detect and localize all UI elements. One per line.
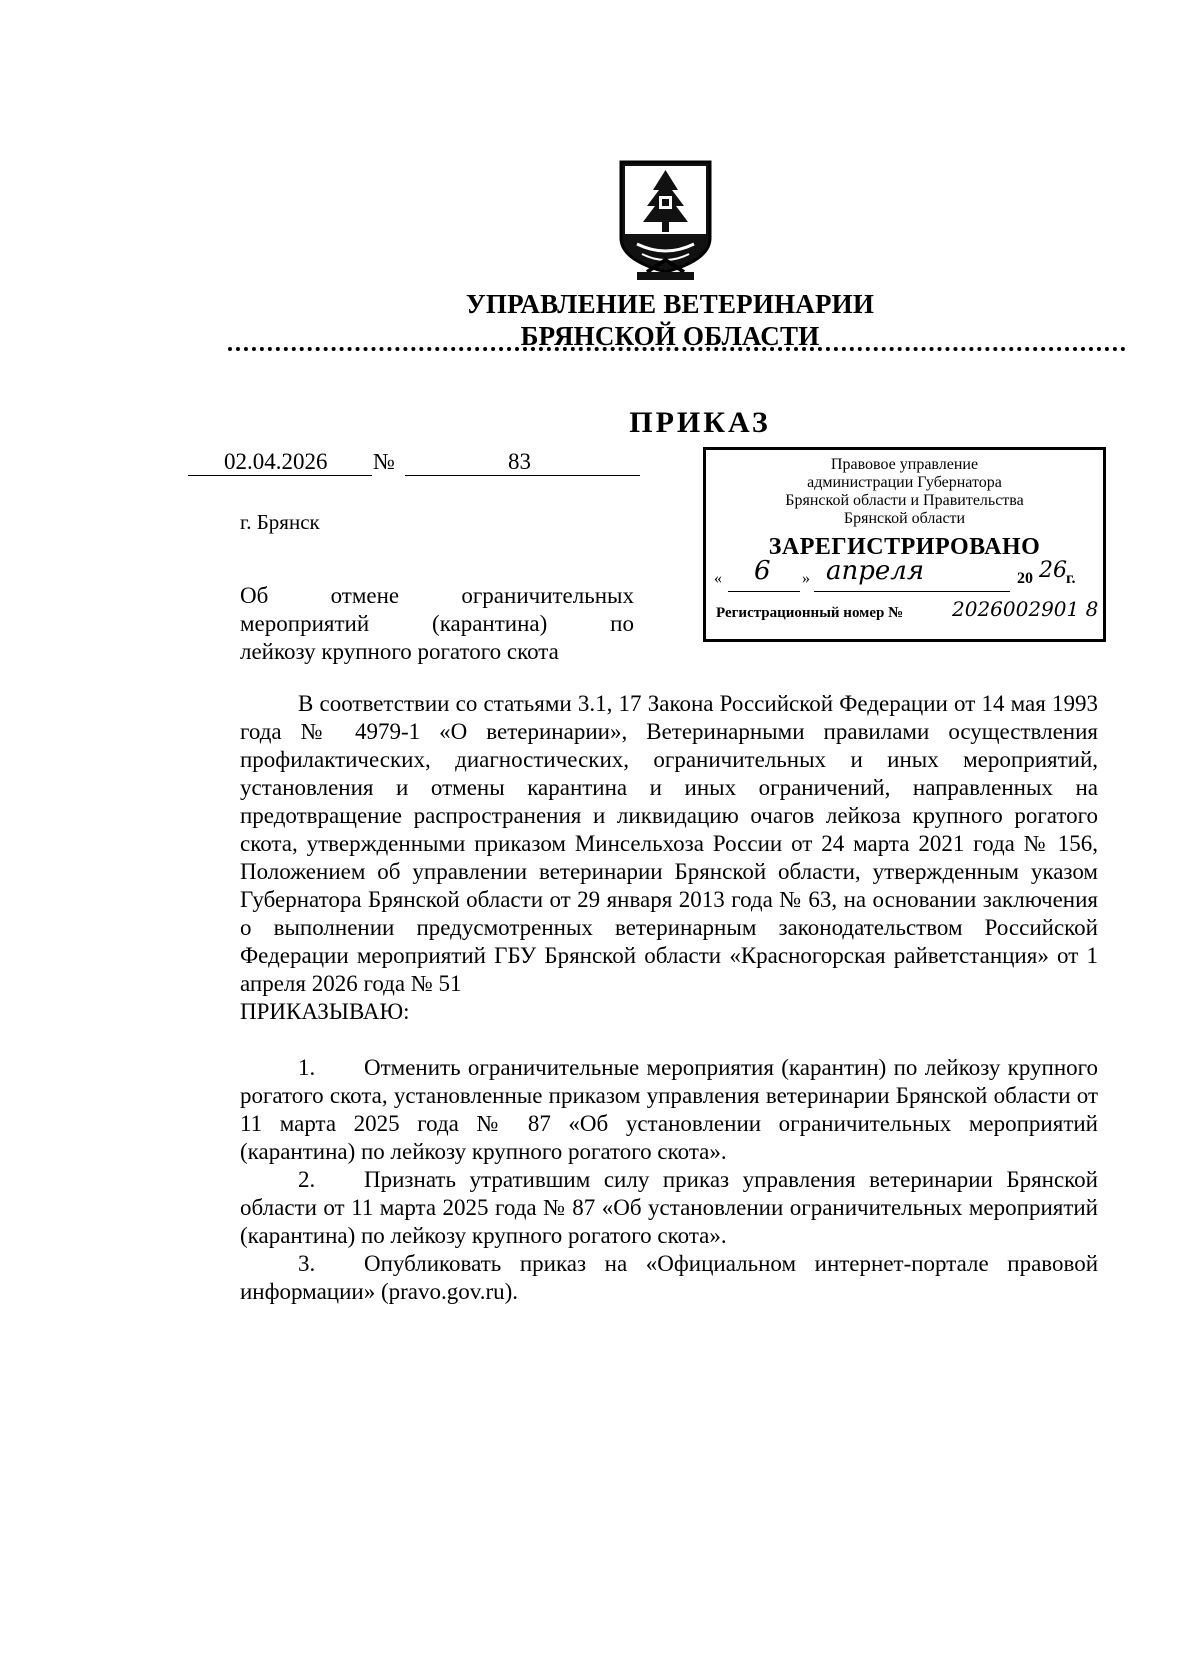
- subject-word: мероприятий: [240, 611, 370, 636]
- organization-name: [350, 288, 990, 352]
- stamp-date-row: [714, 556, 1098, 598]
- stamp-day-underline: [728, 591, 800, 592]
- subject-word: по: [610, 611, 634, 636]
- stamp-handwritten-month: апреля: [826, 556, 925, 586]
- document-type-title: ПРИКАЗ: [629, 406, 771, 439]
- stamp-quote-open: «: [714, 570, 722, 587]
- stamp-year-prefix: 20: [1017, 570, 1033, 587]
- document-body: [240, 690, 1098, 1306]
- number-sign: №: [373, 449, 395, 474]
- order-item-number: 1.: [298, 1055, 316, 1080]
- subject-word: отмене: [330, 583, 400, 608]
- stamp-line: Правовое управление: [830, 456, 979, 473]
- document-city: г. Брянск: [240, 510, 320, 534]
- registration-stamp: [703, 447, 1106, 642]
- stamp-registered-label: ЗАРЕГИСТРИРОВАНО: [768, 534, 1041, 560]
- subject-line: [240, 610, 634, 638]
- document-date: 02.04.2026: [224, 449, 328, 474]
- dotted-separator: [228, 347, 1126, 351]
- stamp-registration-label: Регистрационный номер №: [716, 605, 904, 621]
- subject-word: Об: [240, 583, 269, 608]
- order-item-number: 2.: [298, 1167, 316, 1192]
- stamp-line: Брянской области и Правительства: [785, 492, 1024, 509]
- stamp-handwritten-year: 26: [1039, 558, 1067, 583]
- organization-name-line1: УПРАВЛЕНИЕ ВЕТЕРИНАРИИ: [465, 289, 875, 319]
- order-item-text: Опубликовать приказ на «Официальном интернет-портале правовой информации» (pravo.gov.ru).: [240, 1251, 1098, 1304]
- subject-line: лейкозу крупного рогатого скота: [240, 639, 559, 664]
- order-item-text: Отменить ограничительные мероприятия (карантин) по лейкозу крупного рогатого скота, установленные приказом управления ветеринарии Брянской области от 11 марта 2025 года № 87 «Об установлении ограничительных мероприятий (карантина) по лейкозу крупного рогатого скота».: [240, 1055, 1098, 1164]
- subject-word: (карантина): [432, 611, 548, 636]
- subject-line: [240, 582, 634, 610]
- order-item-number: 3.: [298, 1251, 316, 1276]
- organization-name-line2: БРЯНСКОЙ ОБЛАСТИ: [520, 321, 820, 351]
- stamp-line: администрации Губернатора: [807, 474, 1002, 491]
- subject-word: ограничительных: [461, 583, 634, 608]
- decree-word: ПРИКАЗЫВАЮ:: [240, 999, 410, 1024]
- stamp-quote-close: »: [802, 570, 810, 587]
- stamp-handwritten-registration-number: 2026002901 8: [952, 597, 1099, 621]
- date-underline: [188, 475, 372, 476]
- coat-of-arms-emblem: [617, 160, 714, 282]
- stamp-year-suffix: г.: [1066, 570, 1076, 587]
- preamble-paragraph: В соответствии со статьями 3.1, 17 Закона Российской Федерации от 14 мая 1993 года № 4979-1 «О ветеринарии», Ветеринарными правилами осуществления профилактических, диагностических, ограничительных и иных мероприятий, установления и отмены карантина и иных ограничений, направленных на предотвращение распространения и ликвидацию очагов лейкоза крупного рогатого скота, утвержденными приказом Минсельхоза России от 24 марта 2021 года № 156, Положением об управлении ветеринарии Брянской области, утвержденным указом Губернатора Брянской области от 29 января 2013 года № 63, на основании заключения о выполнении предусмотренных ветеринарным законодательством Российской Федерации мероприятий ГБУ Брянской области «Красногорская райветстанция» от 1 апреля 2026 года № 51: [240, 691, 1098, 996]
- number-underline: [405, 475, 640, 476]
- order-item-text: Признать утратившим силу приказ управления ветеринарии Брянской области от 11 марта 2025 года № 87 «Об установлении ограничительных мероприятий (карантина) по лейкозу крупного рогатого скота».: [240, 1167, 1098, 1248]
- stamp-handwritten-day: 6: [754, 556, 771, 586]
- order-item: [240, 1166, 1098, 1250]
- stamp-month-underline: [814, 591, 1010, 592]
- document-subject: [240, 582, 634, 666]
- stamp-registration-row: [716, 597, 1100, 634]
- paragraph-gap: [240, 1026, 1098, 1054]
- date-number-line: [188, 449, 640, 479]
- order-item: [240, 1054, 1098, 1166]
- stamp-line: Брянской области: [843, 510, 966, 527]
- document-number: 83: [508, 449, 531, 474]
- order-item: [240, 1250, 1098, 1306]
